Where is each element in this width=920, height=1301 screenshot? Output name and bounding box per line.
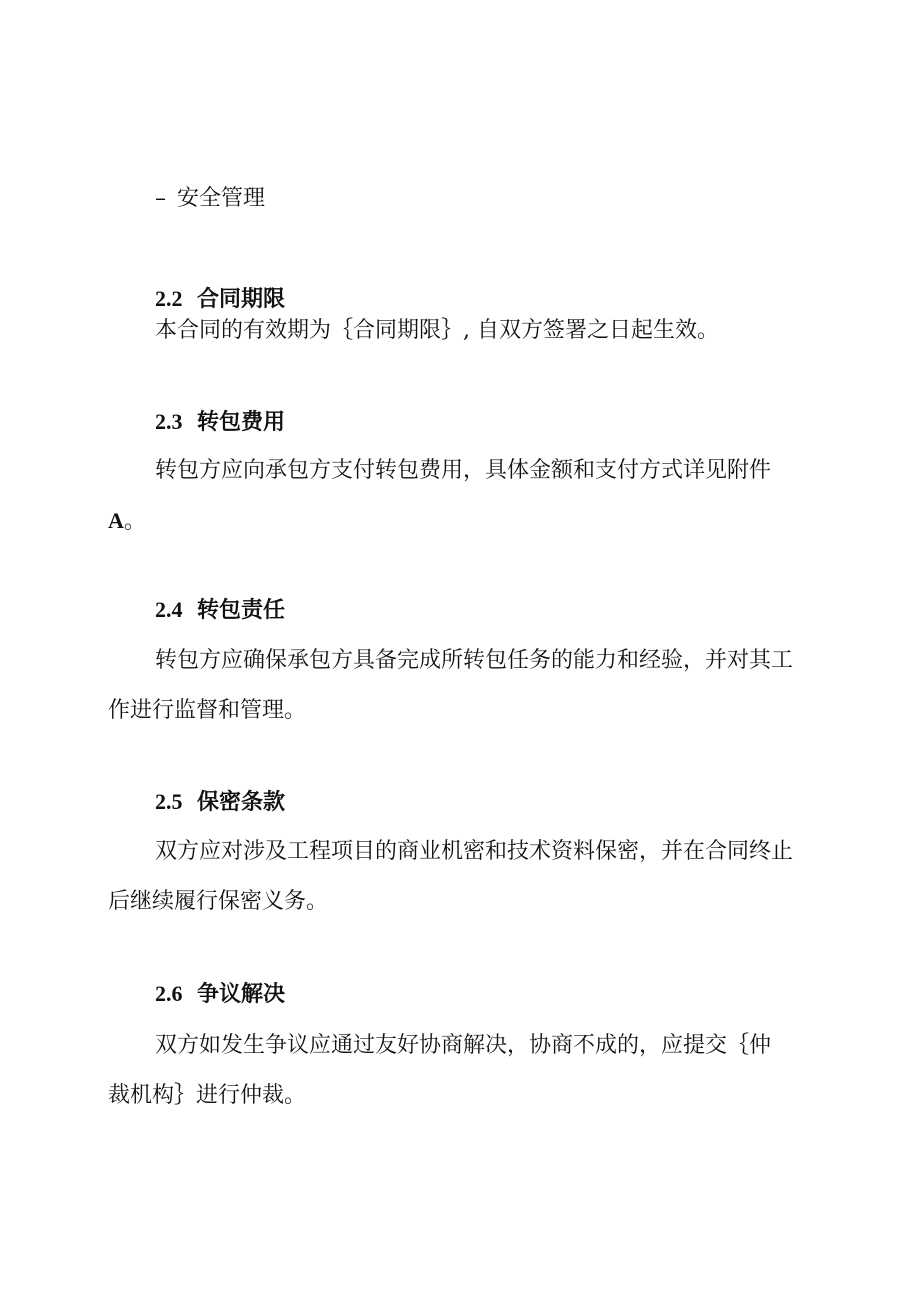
body-line: 双方应对涉及工程项目的商业机密和技术资料保密，并在合同终止 — [155, 839, 794, 864]
section-title: 转包责任 — [197, 598, 286, 623]
section-title: 争议解决 — [197, 982, 286, 1007]
section-body-2-3 — [108, 446, 808, 547]
section-body-2-5 — [108, 827, 808, 927]
bullet-item — [155, 183, 265, 215]
bullet-text: 安全管理 — [177, 186, 266, 211]
section-title: 保密条款 — [197, 790, 286, 815]
section-heading-2-6 — [155, 978, 285, 1011]
body-line: 后继续履行保密义务。 — [108, 889, 329, 914]
section-body-2-4 — [108, 636, 808, 736]
body-line: 本合同的有效期为｛合同期限｝, 自双方签署之日起生效。 — [155, 318, 719, 343]
body-line: 裁机构｝进行仲裁。 — [108, 1083, 307, 1108]
appendix-letter: A — [108, 508, 124, 533]
section-body-2-6 — [108, 1021, 808, 1121]
body-line: 作进行监督和管理。 — [108, 698, 307, 723]
section-number: 2.4 — [155, 597, 183, 622]
section-number: 2.3 — [155, 409, 183, 434]
section-heading-2-5 — [155, 786, 285, 819]
section-title: 合同期限 — [197, 287, 286, 312]
section-title: 转包费用 — [197, 410, 286, 435]
bullet-dash: – — [155, 186, 166, 211]
body-line — [108, 496, 808, 547]
section-number: 2.6 — [155, 981, 183, 1006]
section-heading-2-4 — [155, 594, 285, 627]
body-line-tail: 。 — [123, 509, 146, 534]
section-number: 2.5 — [155, 789, 183, 814]
section-body-2-2 — [155, 315, 855, 347]
section-heading-2-2 — [155, 283, 285, 316]
section-heading-2-3 — [155, 406, 285, 439]
section-number: 2.2 — [155, 286, 183, 311]
body-line: 双方如发生争议应通过友好协商解决，协商不成的，应提交｛仲 — [155, 1033, 772, 1058]
body-line: 转包方应确保承包方具备完成所转包任务的能力和经验，并对其工 — [155, 648, 794, 673]
body-line: 转包方应向承包方支付转包费用，具体金额和支付方式详见附件 — [155, 458, 772, 483]
